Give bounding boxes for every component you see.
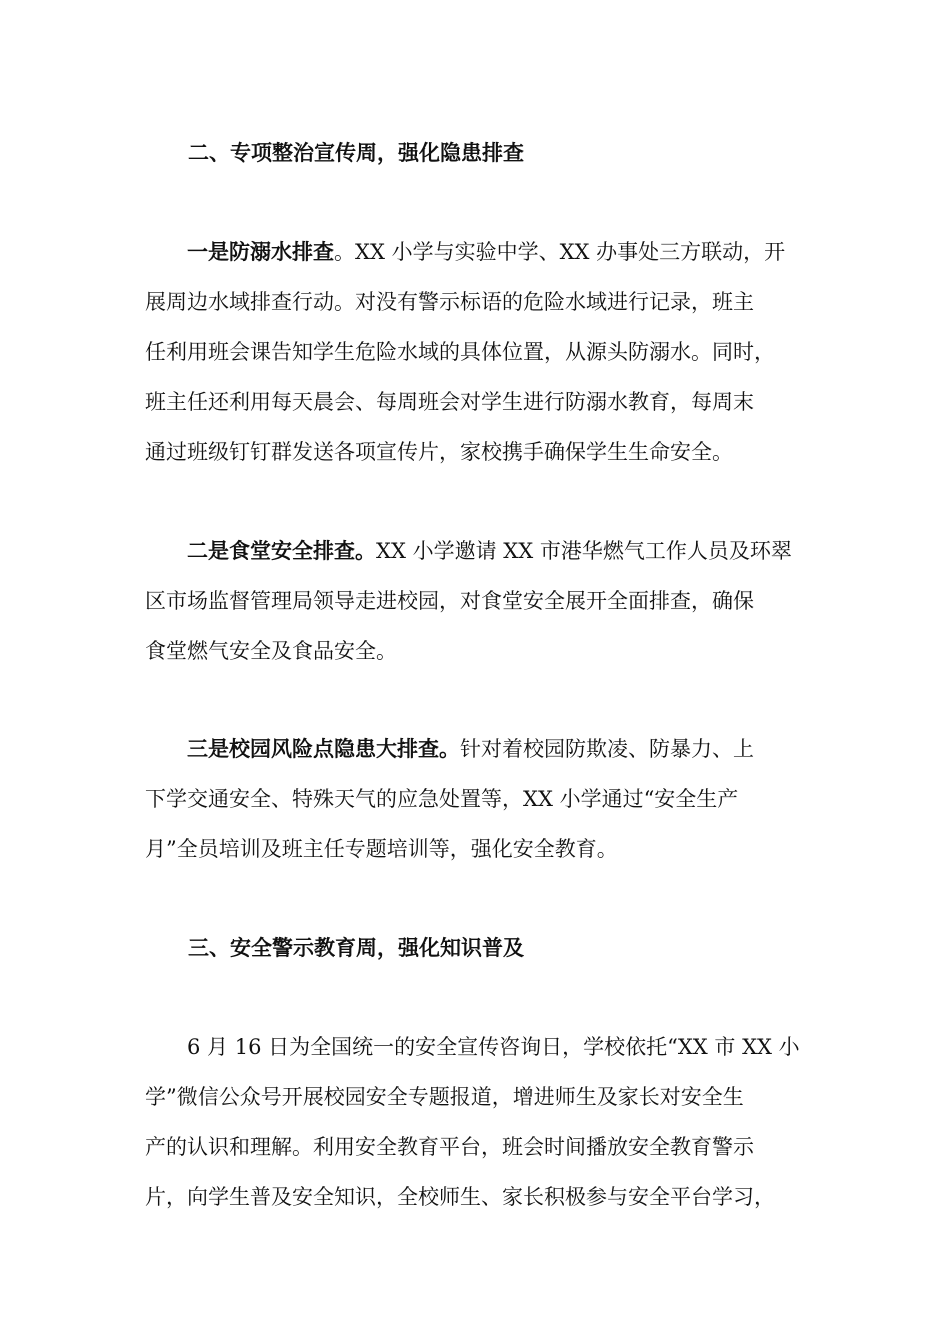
paragraph-line: 产的认识和理解。利用安全教育平台，班会时间播放安全教育警示 (145, 1135, 754, 1159)
paragraph-line: 学”微信公众号开展校园安全专题报道，增进师生及家长对安全生 (145, 1085, 744, 1109)
paragraph-line: 片，向学生普及安全知识，全校师生、家长积极参与安全平台学习， (145, 1185, 775, 1209)
paragraph-lead: 三是校园风险点隐患大排查。 (187, 736, 460, 761)
paragraph-line (145, 227, 810, 277)
paragraph-line: 任利用班会课告知学生危险水域的具体位置，从源头防溺水。同时， (145, 340, 775, 364)
paragraph-line: 月”全员培训及班主任专题培训等，强化安全教育。 (145, 837, 618, 861)
section-heading-3: 三、安全警示教育周，强化知识普及 (188, 935, 524, 960)
paragraph-lead: 二是食堂安全排查。 (187, 538, 376, 563)
paragraph-line: 班主任还利用每天晨会、每周班会对学生进行防溺水教育，每周末 (145, 390, 754, 414)
paragraph-drowning-check (145, 227, 810, 477)
paragraph-line: 食堂燃气安全及食品安全。 (145, 639, 397, 663)
paragraph-line: 下学交通安全、特殊天气的应急处置等，XX 小学通过“安全生产 (145, 787, 739, 811)
paragraph-line: 展周边水域排查行动。对没有警示标语的危险水域进行记录，班主 (145, 290, 754, 314)
paragraph-safety-day (145, 1022, 810, 1222)
paragraph-line (145, 526, 810, 576)
paragraph-lead: 一是防溺水排查 (187, 239, 334, 264)
paragraph-line: 通过班级钉钉群发送各项宣传片，家校携手确保学生生命安全。 (145, 440, 733, 464)
paragraph-line: 区市场监督管理局领导走进校园，对食堂安全展开全面排查，确保 (145, 589, 754, 613)
paragraph-line: 6 月 16 日为全国统一的安全宣传咨询日，学校依托“XX 市 XX 小 (187, 1035, 800, 1059)
paragraph-text: 针对着校园防欺凌、防暴力、上 (460, 737, 754, 761)
section-heading-2: 二、专项整治宣传周，强化隐患排查 (188, 140, 524, 165)
paragraph-text: 。XX 小学与实验中学、XX 办事处三方联动，开 (334, 240, 786, 264)
paragraph-line (145, 724, 810, 774)
paragraph-text: XX 小学邀请 XX 市港华燃气工作人员及环翠 (376, 539, 792, 563)
paragraph-canteen-check (145, 526, 810, 676)
paragraph-campus-risk-check (145, 724, 810, 874)
